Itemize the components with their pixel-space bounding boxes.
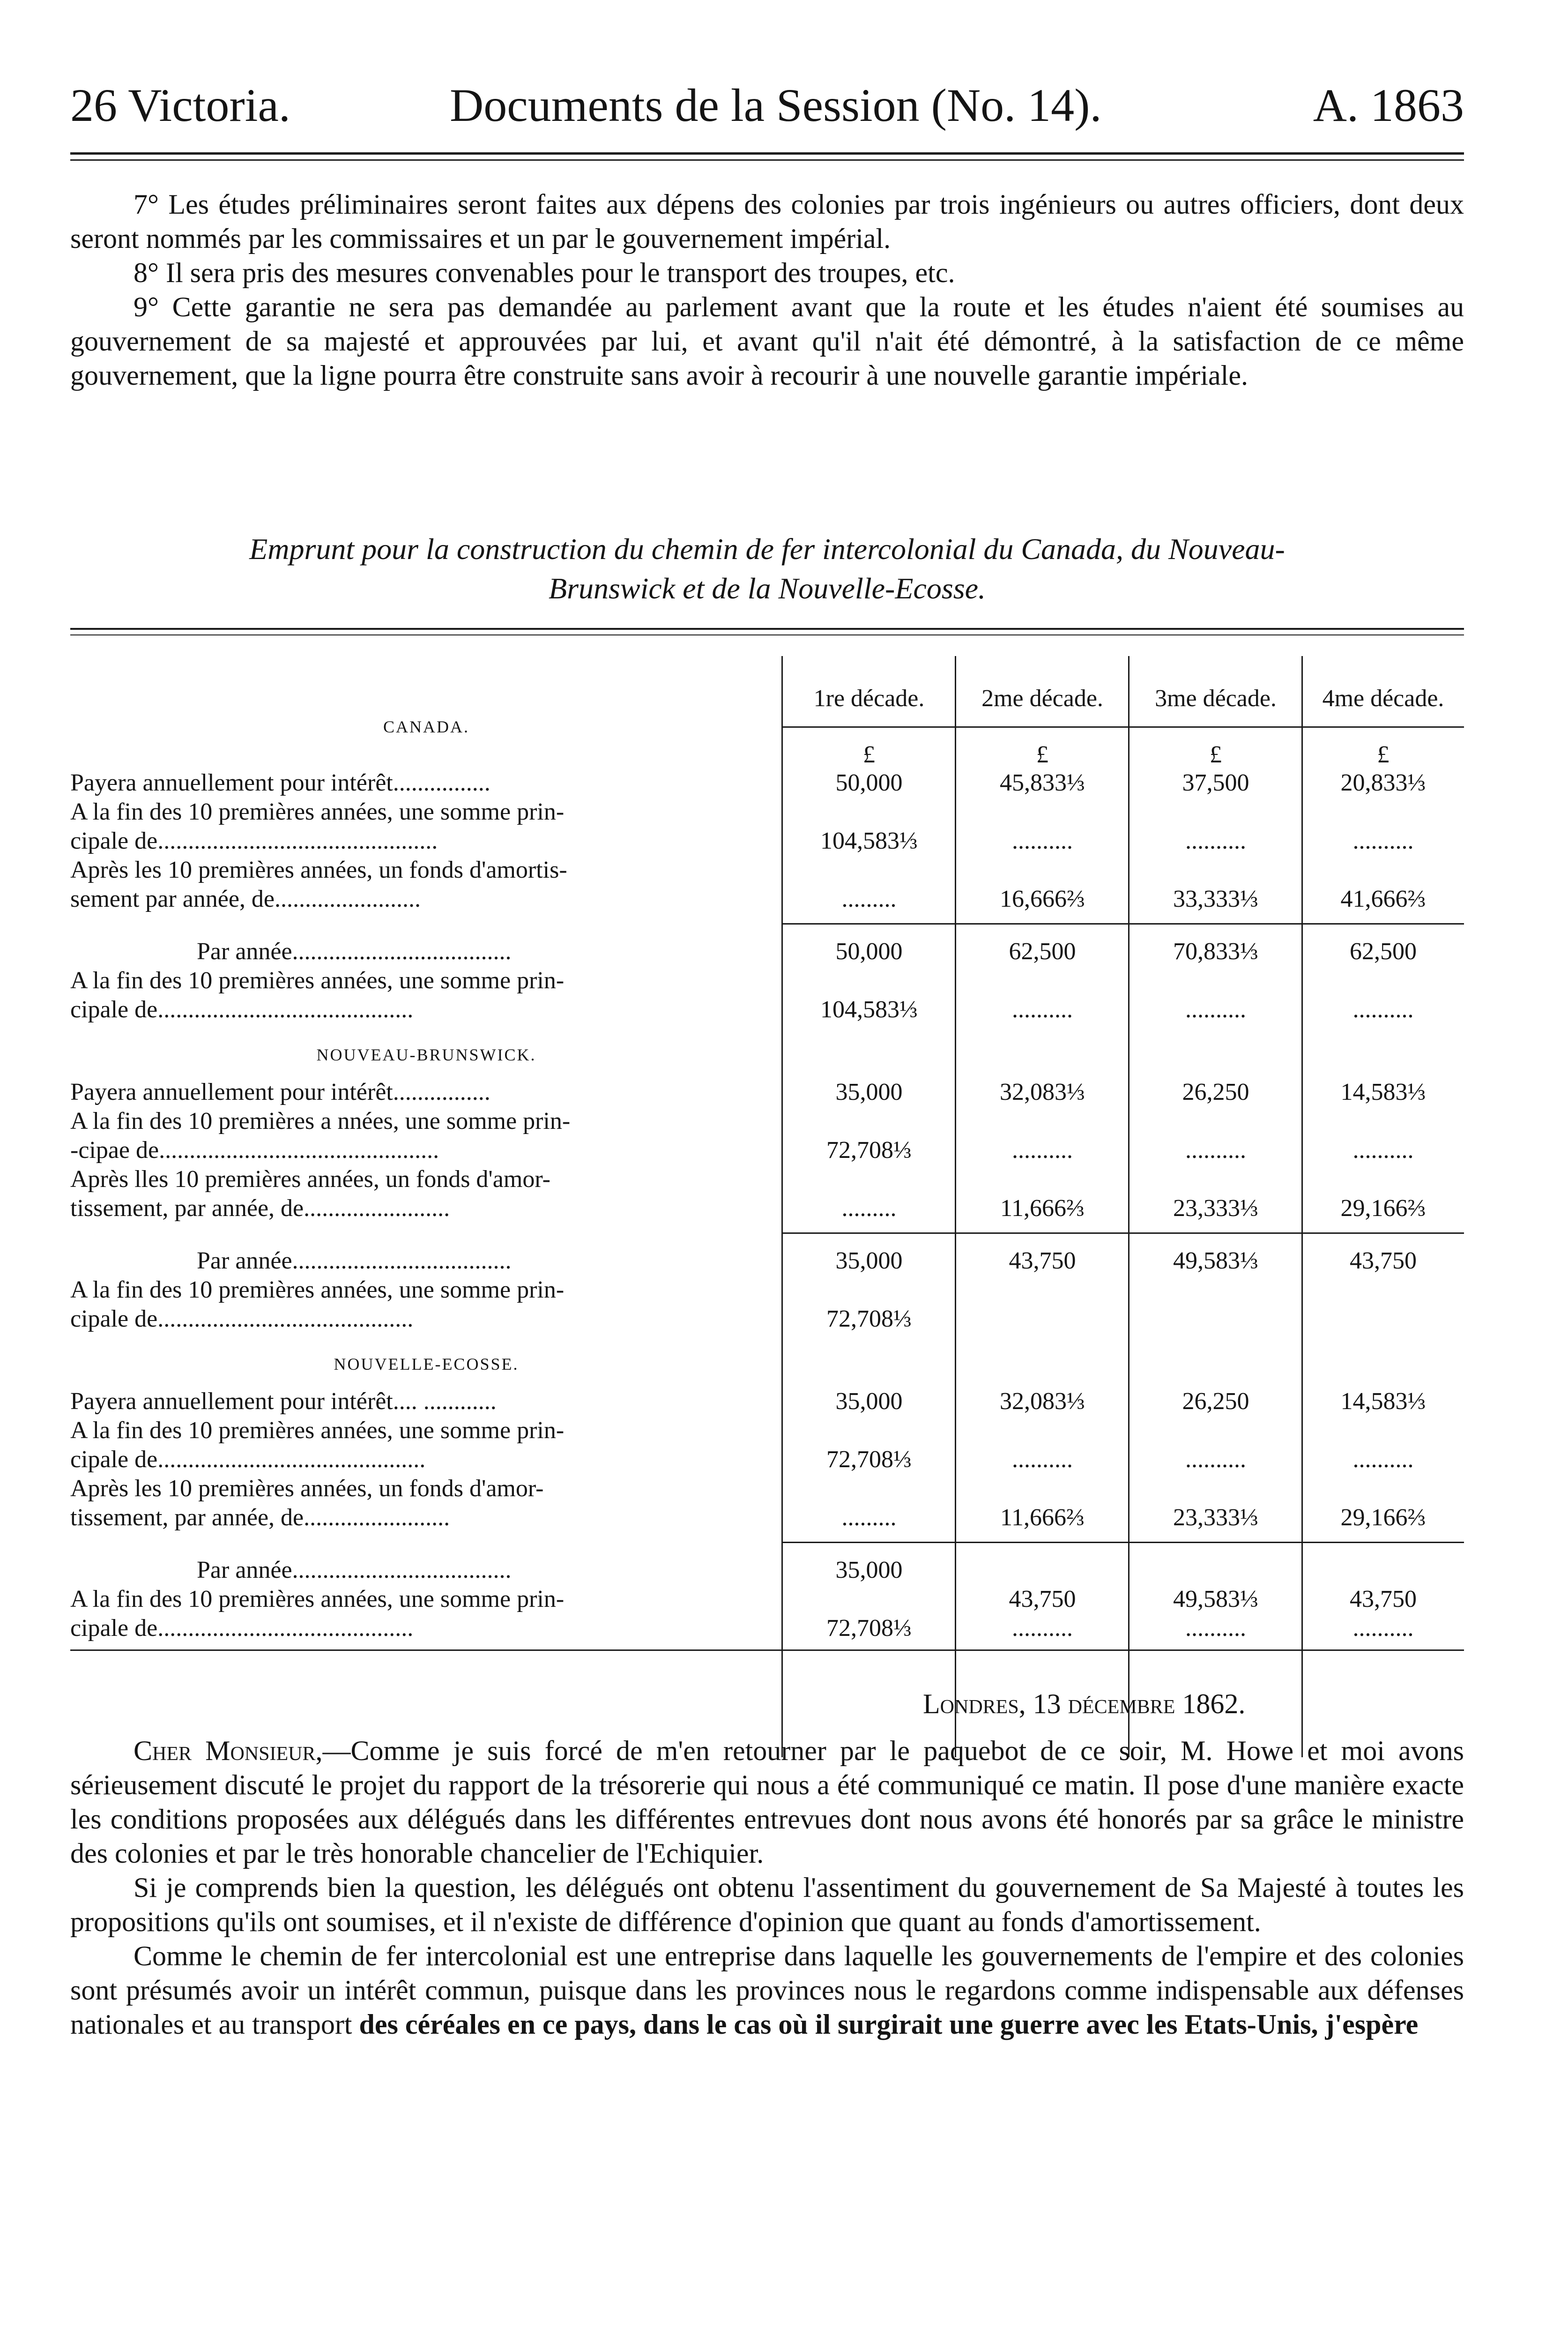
table-bottom-rule [70,1649,1464,1651]
article-8: 8° Il sera pris des mesures convenables pour le transport des troupes, etc. [134,257,955,288]
subtotal-rule [782,923,1464,925]
table-cell: 70,833⅓ [1173,938,1258,965]
table-cell: .......... [1012,1446,1073,1473]
row-label: A la fin des 10 premières années, une somme prin- [70,967,565,994]
article-7: 7° Les études préliminaires seront faites aux dépens des colonies par trois ingénieurs ou autres officiers, dont deux seront nommés par les commissaires et un par le gouvernement impérial. [70,189,1464,254]
section-nouveau-brunswick: NOUVEAU-BRUNSWICK. [316,1045,536,1064]
table-cell: 23,333⅓ [1173,1504,1258,1531]
table-cell: 49,583⅓ [1173,1247,1258,1274]
table-cell: 43,750 [1350,1247,1417,1274]
column-header-4: 4me décade. [1322,685,1444,712]
table-cell: .......... [1352,1615,1414,1642]
row-label: -cipae de.............................................. [70,1137,439,1164]
table-cell: 35,000 [835,1557,903,1583]
table-cell: 37,500 [1182,769,1249,796]
table-cell: 72,708⅓ [826,1137,912,1164]
table-cell: .......... [1185,1446,1246,1473]
table-cell: 104,583⅓ [820,828,918,854]
table-cell: 14,583⅓ [1340,1388,1426,1415]
page-header [70,75,1464,136]
table-cell: .......... [1185,828,1246,854]
row-label: Payera annuellement pour intérêt.... ............ [70,1388,497,1415]
table-cell: .......... [1352,996,1414,1023]
section-canada: CANADA. [383,717,469,736]
table-cell: 23,333⅓ [1173,1195,1258,1222]
table-cell: .......... [1012,1137,1073,1164]
table-cell: 14,583⅓ [1340,1079,1426,1105]
letter-place-date: Londres, 13 décembre 1862. [923,1688,1246,1719]
table-cell: 20,833⅓ [1340,769,1426,796]
row-label: Payera annuellement pour intérêt................ [70,769,490,796]
table-cell: 33,333⅓ [1173,886,1258,912]
table-cell: 35,000 [835,1388,903,1415]
letter-p3-bold-text: des céréales en ce pays, dans le cas où il surgirait une guerre avec les Etats-Unis, j'espère [359,2009,1419,2040]
loan-table [70,628,1464,1762]
table-title-line-2: Brunswick et de la Nouvelle-Ecosse. [548,572,986,605]
table-cell: .......... [1352,1137,1414,1164]
currency-symbol: £ [1036,741,1048,768]
column-header-3: 3me décade. [1155,685,1277,712]
row-label: A la fin des 10 premières années, une somme prin- [70,1276,565,1303]
table-cell: 29,166⅔ [1340,1195,1426,1222]
currency-symbol: £ [863,741,875,768]
section-nouvelle-ecosse: NOUVELLE-ECOSSE. [334,1355,519,1373]
table-cell: 43,750 [1009,1586,1076,1612]
table-cell: 43,750 [1350,1586,1417,1612]
row-label: cipale de.......................................... [70,1306,414,1332]
row-label: Par année.................................... [197,1247,512,1274]
table-cell: 72,708⅓ [826,1446,912,1473]
header-rule [70,152,1464,161]
row-label: Après les 10 premières années, un fonds d'amortis- [70,857,567,883]
header-underline [782,726,1464,728]
table-title-line-1: Emprunt pour la construction du chemin de fer intercolonial du Canada, du Nouveau- [249,532,1285,566]
table-cell: 62,500 [1350,938,1417,965]
table-cell: 35,000 [835,1247,903,1274]
table-cell: 62,500 [1009,938,1076,965]
table-cell: .......... [1012,1615,1073,1642]
table-cell: 11,666⅔ [1000,1195,1085,1222]
row-label: Par année.................................... [197,1557,512,1583]
table-cell: 16,666⅔ [1000,886,1085,912]
table-cell: 72,708⅓ [826,1306,912,1332]
row-label: Après les 10 premières années, un fonds d'amor- [70,1475,544,1502]
row-label: tissement, par année, de........................ [70,1195,450,1222]
table-cell: 32,083⅓ [1000,1388,1085,1415]
table-cell: ......... [841,1195,897,1222]
table-cell: 49,583⅓ [1173,1586,1258,1612]
table-cell: 35,000 [835,1079,903,1105]
table-cell: .......... [1185,1137,1246,1164]
table-cell: 43,750 [1009,1247,1076,1274]
row-label: tissement, par année, de........................ [70,1504,450,1531]
table-cell: 26,250 [1182,1388,1249,1415]
column-header-1: 1re décade. [813,685,925,712]
table-cell: ......... [841,1504,897,1531]
row-label: Après lles 10 premières années, un fonds d'amor- [70,1166,550,1193]
row-label: cipale de............................................ [70,1446,426,1473]
row-label: A la fin des 10 premières années, une somme prin- [70,1417,565,1444]
table-cell: .......... [1352,828,1414,854]
table-cell: .......... [1185,996,1246,1023]
table-cell: .......... [1352,1446,1414,1473]
articles-block [70,187,1464,393]
table-top-rule-2 [70,634,1464,635]
currency-symbol: £ [1210,741,1222,768]
letter-paragraph-2: Si je comprends bien la question, les délégués ont obtenu l'assentiment du gouvernement de Sa Majesté à toutes les propositions qu'ils ont soumises, et il n'existe de différence d'opinion que quant au fonds d'amortissement. [70,1872,1464,1937]
table-cell: 72,708⅓ [826,1615,912,1642]
table-cell: 41,666⅔ [1340,886,1426,912]
table-cell: .......... [1012,828,1073,854]
row-label: Payera annuellement pour intérêt................ [70,1079,490,1105]
row-label: cipale de.......................................... [70,996,414,1023]
table-title [70,530,1464,608]
table-cell: 32,083⅓ [1000,1079,1085,1105]
row-label: A la fin des 10 premières années, une somme prin- [70,798,565,825]
table-cell: 45,833⅓ [1000,769,1085,796]
table-cell: .......... [1012,996,1073,1023]
letter-body [70,1734,1464,2042]
letter-paragraph-3 [70,1939,1464,2042]
table-cell: 104,583⅓ [820,996,918,1023]
currency-symbol: £ [1377,741,1390,768]
table-cell: ......... [841,886,897,912]
header-title: Documents de la Session (No. 14). [450,79,1102,131]
letter-dateline [923,1687,1464,1721]
table-top-rule [70,628,1464,630]
subtotal-rule [782,1232,1464,1234]
subtotal-rule [782,1542,1464,1543]
header-volume: 26 Victoria. [70,79,290,131]
table-cell: 11,666⅔ [1000,1504,1085,1531]
letter-salutation: Cher Monsieur, [134,1735,323,1766]
table-cell: 50,000 [835,938,903,965]
row-label: Par année.................................... [197,938,512,965]
table-cell: 26,250 [1182,1079,1249,1105]
table-cell: 50,000 [835,769,903,796]
table-cell: .......... [1185,1615,1246,1642]
row-label: sement par année, de........................ [70,886,421,912]
column-header-2: 2me décade. [981,685,1103,712]
row-label: cipale de.............................................. [70,828,438,854]
table-cell: 29,166⅔ [1340,1504,1426,1531]
document-page [70,0,1464,2343]
letter-p3-text: Comme le chemin de fer intercolonial est une entreprise dans laquelle les gouvernements de l'empire et des colonies sont présumés avoir un intérêt commun, puisque dans les provinces nous le regardons comme indispensable aux défenses nationales et au transport [70,1940,1464,2040]
letter-p1-text: —Comme je suis forcé de m'en retourner par le paquebot de ce soir, M. Howe et moi avons sérieusement discuté le projet du rapport de la trésorerie qui nous a été communiqué ce matin. Il pose d'une manière exacte les conditions proposées aux délégués dans les différentes entrevues dont nous avons été honorés par sa grâce le ministre des colonies et par le très honorable chancelier de l'Echiquier. [70,1735,1464,1869]
row-label: A la fin des 10 premières a nnées, une somme prin- [70,1108,571,1134]
letter-paragraph-1 [70,1734,1464,1871]
article-9: 9° Cette garantie ne sera pas demandée au parlement avant que la route et les études n'aient été soumises au gouvernement de sa majesté et approuvées par lui, et avant qu'il n'ait été démontré, à la satisfaction de ce même gouvernement, que la ligne pourra être construite sans avoir à recourir à une nouvelle garantie impériale. [70,291,1464,391]
row-label: A la fin des 10 premières années, une somme prin- [70,1586,565,1612]
row-label: cipale de.......................................... [70,1615,414,1642]
header-year: A. 1863 [1313,79,1464,131]
